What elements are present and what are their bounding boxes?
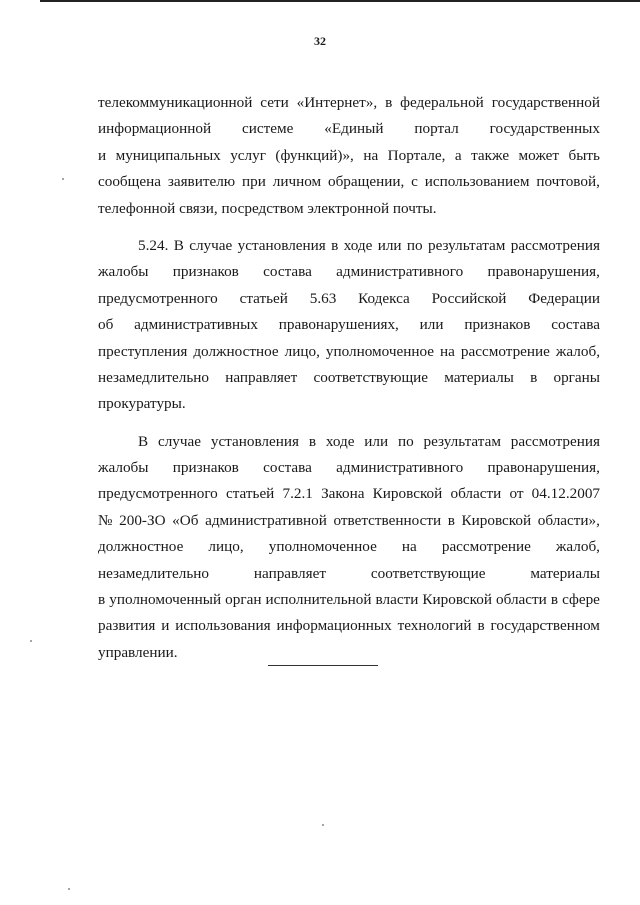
scan-speck <box>68 888 70 890</box>
text-line: предусмотренного статьей 5.63 Кодекса Российской Федерации <box>98 289 600 307</box>
page-number: 32 <box>314 34 326 48</box>
text-line: прокуратуры. <box>98 395 186 413</box>
text-line: жалобы признаков состава административного правонарушения, <box>98 459 600 477</box>
scan-speck <box>322 824 324 826</box>
closing-rule <box>268 665 378 666</box>
text-line: В случае установления в ходе или по результатам рассмотрения <box>138 432 600 450</box>
scan-speck <box>30 640 32 642</box>
text-line: управлении. <box>98 643 178 661</box>
text-line: развития и использования информационных технологий в государственном <box>98 617 600 635</box>
text-line: информационной системе «Единый портал государственных <box>98 120 600 138</box>
text-line: телекоммуникационной сети «Интернет», в федеральной государственной <box>98 94 600 111</box>
text-line: незамедлительно направляет соответствующие материалы в органы <box>98 368 600 386</box>
text-line: предусмотренного статьей 7.2.1 Закона Кировской области от 04.12.2007 <box>98 485 600 503</box>
text-line: незамедлительно направляет соответствующие материалы <box>98 564 600 582</box>
scan-speck <box>62 178 64 180</box>
text-line: сообщена заявителю при личном обращении, с использованием почтовой, <box>98 173 600 191</box>
text-line: должностное лицо, уполномоченное на рассмотрение жалоб, <box>98 538 600 556</box>
text-line: телефонной связи, посредством электронной почты. <box>98 199 437 217</box>
text-line: 5.24. В случае установления в ходе или по результатам рассмотрения <box>138 236 600 254</box>
top-border-rule <box>40 0 640 2</box>
text-line: жалобы признаков состава административного правонарушения, <box>98 263 600 281</box>
text-line: в уполномоченный орган исполнительной власти Кировской области в сфере <box>98 591 600 609</box>
text-line: № 200-ЗО «Об административной ответственности в Кировской области», <box>98 511 600 529</box>
document-body <box>98 90 600 666</box>
text-line: и муниципальных услуг (функций)», на Портале, а также может быть <box>98 146 600 164</box>
text-line: об административных правонарушениях, или признаков состава <box>98 316 600 334</box>
text-line: преступления должностное лицо, уполномоченное на рассмотрение жалоб, <box>98 342 600 360</box>
